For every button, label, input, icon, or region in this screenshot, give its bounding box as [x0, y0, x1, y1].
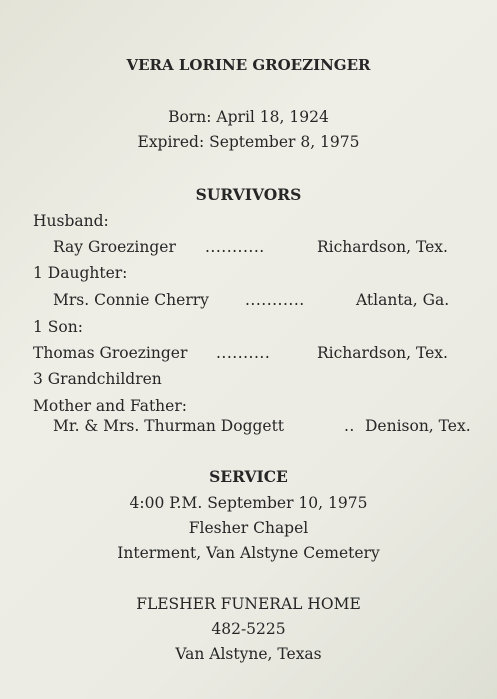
- son-city: Richardson, Tex.: [317, 344, 448, 362]
- born-date: Born: April 18, 1924: [168, 108, 329, 126]
- deceased-name: VERA LORINE GROEZINGER: [126, 56, 371, 74]
- husband-leader: ...........: [205, 238, 265, 256]
- son-name: Thomas Groezinger: [33, 344, 188, 362]
- daughter-city: Atlanta, Ga.: [356, 291, 450, 309]
- funeral-home-city: Van Alstyne, Texas: [175, 645, 322, 663]
- son-leader: ..........: [216, 344, 271, 362]
- grandchildren: 3 Grandchildren: [33, 370, 162, 388]
- funeral-home-name: FLESHER FUNERAL HOME: [136, 595, 361, 613]
- funeral-home-phone: 482-5225: [211, 620, 286, 638]
- service-heading: SERVICE: [209, 467, 288, 486]
- parents-label: Mother and Father:: [33, 397, 187, 415]
- son-label: 1 Son:: [33, 318, 83, 336]
- daughter-leader: ...........: [245, 291, 305, 309]
- parents-name: Mr. & Mrs. Thurman Doggett: [53, 417, 285, 435]
- parents-leader: ..: [344, 417, 355, 435]
- husband-name: Ray Groezinger: [53, 238, 176, 256]
- service-interment: Interment, Van Alstyne Cemetery: [117, 544, 380, 562]
- service-time: 4:00 P.M. September 10, 1975: [129, 494, 368, 512]
- service-place: Flesher Chapel: [188, 519, 309, 537]
- parents-city: Denison, Tex.: [365, 417, 471, 435]
- daughter-label: 1 Daughter:: [33, 264, 128, 282]
- survivors-heading: SURVIVORS: [195, 185, 302, 204]
- husband-city: Richardson, Tex.: [317, 238, 448, 256]
- daughter-name: Mrs. Connie Cherry: [53, 291, 209, 309]
- expired-date: Expired: September 8, 1975: [137, 133, 360, 151]
- husband-label: Husband:: [33, 212, 109, 230]
